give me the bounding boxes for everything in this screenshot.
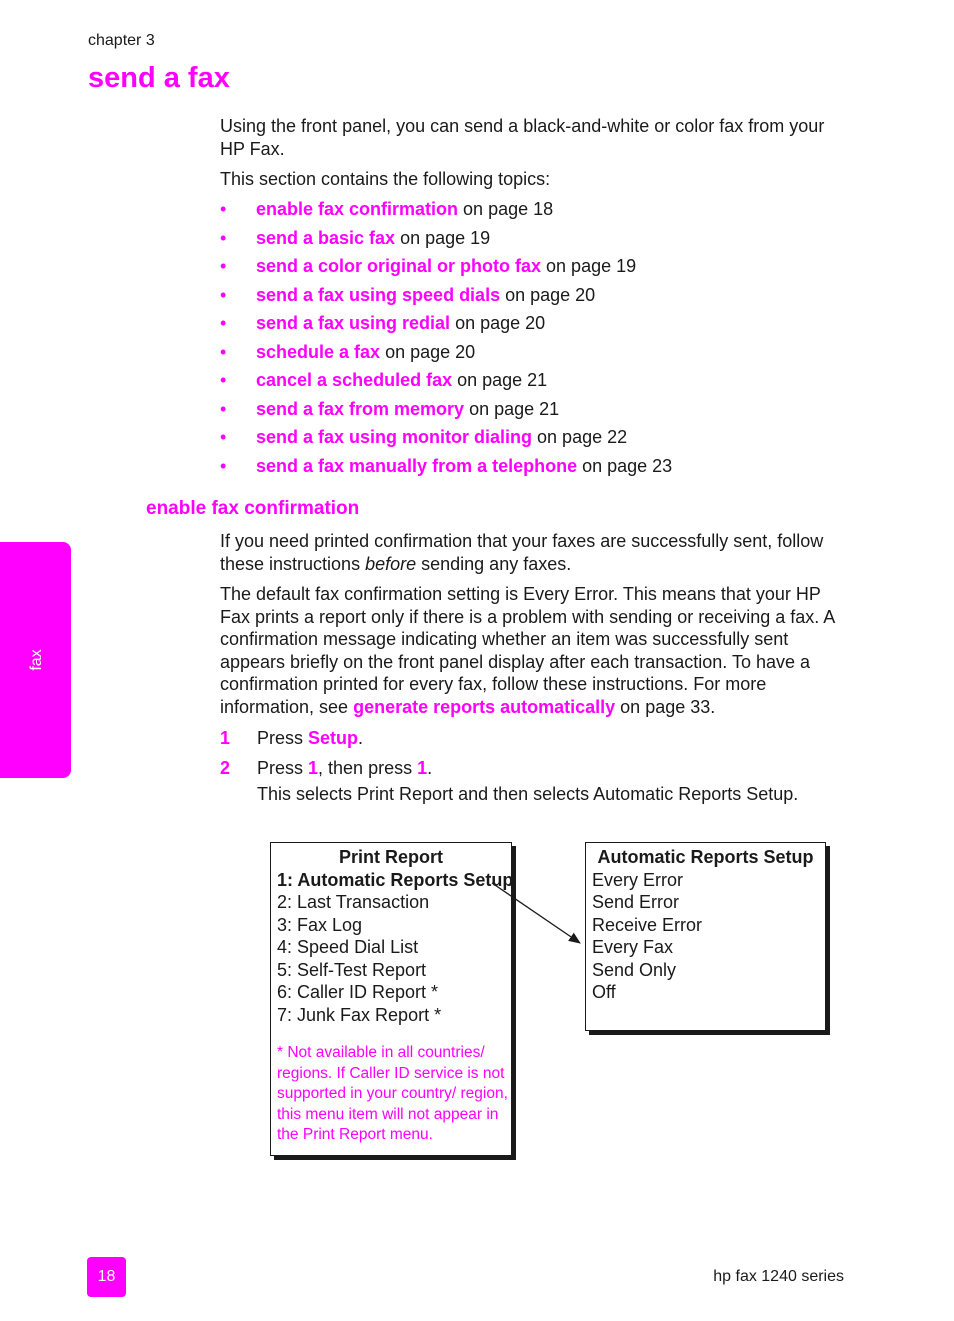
text: sending any faxes.	[416, 553, 572, 574]
footer-product: hp fax 1240 series	[713, 1268, 844, 1285]
intro-text: Using the front panel, you can send a black-and-white or color fax from your HP Fax.	[220, 116, 825, 159]
topic-link[interactable]: send a fax using redial	[256, 313, 451, 333]
text: .	[427, 758, 433, 778]
menu-item: 7: Junk Fax Report *	[277, 1004, 442, 1025]
page-ref: on page 19	[395, 227, 491, 248]
side-tab-label: fax	[28, 649, 45, 671]
bullet: •	[220, 199, 227, 219]
topic-link[interactable]: send a fax using monitor dialing	[256, 427, 533, 447]
step-number: 1	[220, 728, 231, 748]
text: , then press	[318, 758, 418, 778]
menu-item: Send Only	[592, 959, 677, 980]
availability-note: * Not available in all countries/ regions. If Caller ID service is not supported in your country/ region, this menu item will not appear in the Print Report menu.	[277, 1044, 508, 1143]
page-ref: on page 20	[500, 284, 596, 305]
page-number: 18	[87, 1257, 126, 1297]
text: If you need printed confirmation that your faxes are successfully sent, follow these instructions	[220, 531, 824, 574]
section-heading: enable fax confirmation	[146, 498, 360, 519]
key-1: 1	[417, 758, 428, 778]
menu-item: 5: Self-Test Report	[277, 959, 427, 980]
menu-title: Print Report	[338, 847, 443, 867]
page-ref: on page 18	[458, 199, 554, 219]
menu-item: 6: Caller ID Report *	[277, 982, 439, 1002]
step-number: 2	[220, 758, 231, 778]
emphasis: before	[365, 553, 417, 574]
menu-item: 2: Last Transaction	[277, 892, 430, 912]
menu-item: Every Fax	[592, 937, 674, 957]
menu-item: Send Error	[592, 892, 680, 912]
bullet: •	[220, 370, 227, 390]
menu-item: Every Error	[592, 869, 684, 890]
page-ref: on page 23	[577, 455, 673, 476]
bullet: •	[220, 256, 227, 276]
chapter-label: chapter 3	[88, 32, 155, 49]
text: Press	[257, 728, 309, 748]
bullet: •	[220, 427, 227, 447]
page-ref: on page 20	[450, 313, 546, 333]
bullet: •	[220, 227, 227, 248]
menu-item: 4: Speed Dial List	[277, 937, 419, 957]
page-ref: on page 21	[452, 370, 548, 390]
text: Press	[257, 758, 309, 778]
topic-link[interactable]: send a fax from memory	[256, 398, 465, 419]
menu-title: Automatic Reports Setup	[597, 847, 814, 867]
topics-intro-text: This section contains the following topics:	[220, 169, 551, 189]
key-1: 1	[308, 758, 319, 778]
bullet: •	[220, 284, 227, 305]
bullet: •	[220, 398, 227, 419]
topic-link[interactable]: cancel a scheduled fax	[256, 370, 453, 390]
setup-key: Setup	[308, 728, 359, 748]
topic-link[interactable]: send a color original or photo fax	[256, 256, 542, 276]
menu-item: 3: Fax Log	[277, 914, 363, 935]
page-ref: on page 21	[464, 398, 560, 419]
topic-link[interactable]: send a fax using speed dials	[256, 284, 501, 305]
page-ref: on page 19	[541, 256, 637, 276]
page-title: send a fax	[88, 62, 230, 94]
bullet: •	[220, 341, 227, 362]
topic-link[interactable]: send a fax manually from a telephone	[256, 455, 578, 476]
page-ref: on page 22	[532, 427, 628, 447]
page-ref: on page 20	[380, 341, 476, 362]
step-note: This selects Print Report and then selects Automatic Reports Setup.	[257, 784, 799, 804]
page-ref: on page 33.	[615, 696, 716, 717]
topic-link[interactable]: send a basic fax	[256, 227, 396, 248]
menu-item: Receive Error	[592, 914, 703, 935]
topic-link[interactable]: enable fax confirmation	[256, 199, 459, 219]
menu-item: Off	[592, 982, 616, 1002]
menu-item: 1: Automatic Reports Setup	[277, 869, 514, 890]
bullet: •	[220, 455, 227, 476]
text: The default fax confirmation setting is Every Error. This means that your HP Fax prints a report only if there is a problem with sending or receiving a fax. A confirmation message indicating whether an item was successfully sent appears briefly on the front panel display after each transaction. To have a confirmation printed for every fax, follow these instructions. For more information, see	[220, 584, 835, 717]
reports-link[interactable]: generate reports automatically	[353, 696, 616, 717]
text: .	[358, 728, 364, 748]
topic-link[interactable]: schedule a fax	[256, 341, 381, 362]
bullet: •	[220, 313, 227, 333]
